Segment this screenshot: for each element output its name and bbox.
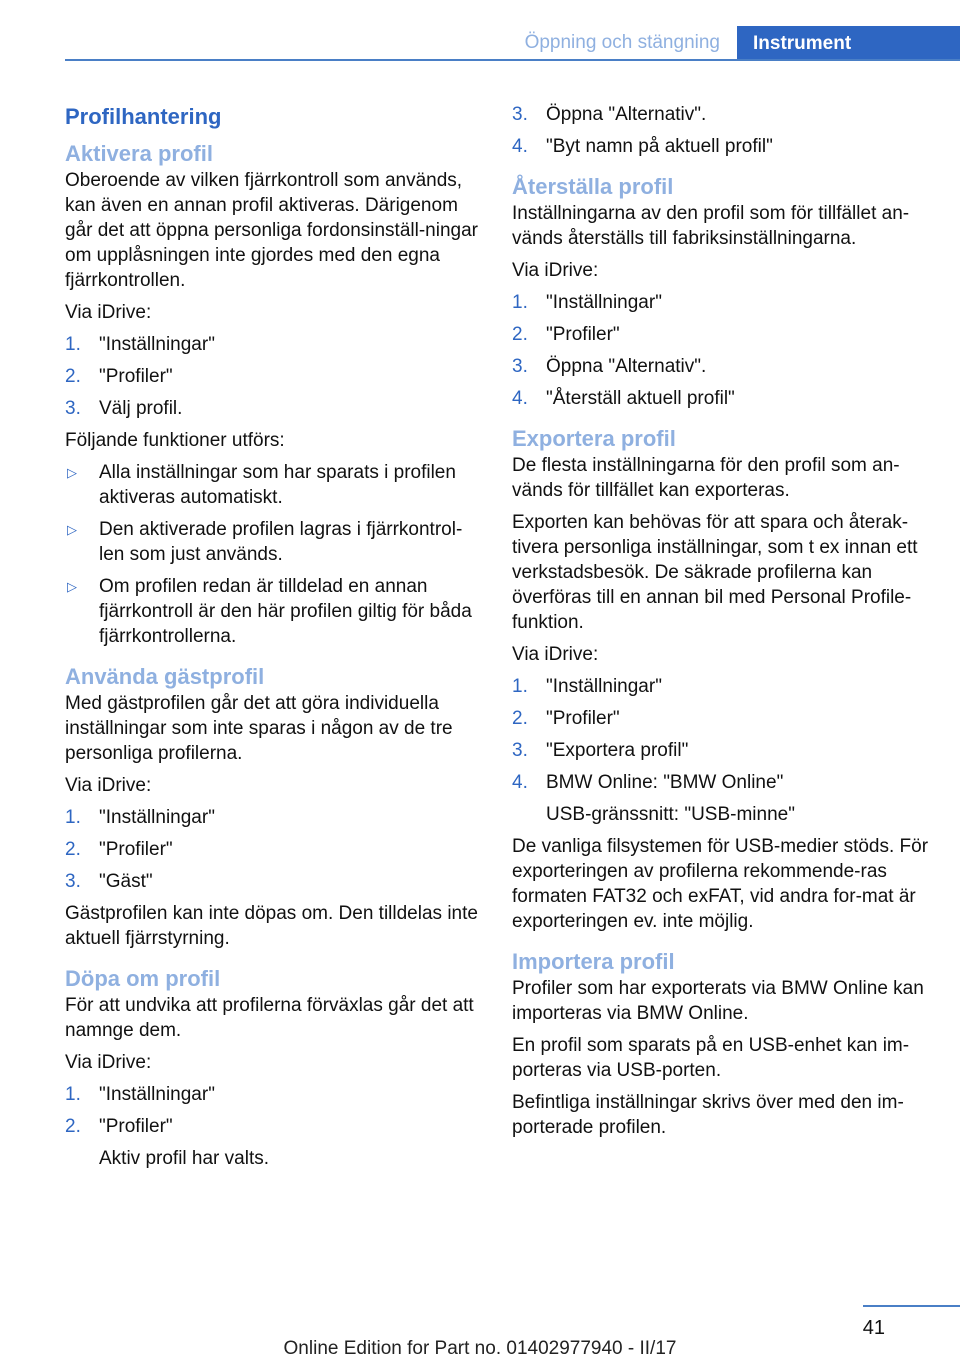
left-column [65, 96, 480, 1178]
page-title: Profilhantering [65, 104, 222, 129]
steps-list [65, 805, 480, 894]
paragraph: Oberoende av vilken fjärrkontroll som används, kan även en annan profil aktiveras. Därigenom går det att öppna personliga fordonsinställ-ningar om upplåsningen inte gjordes med den egna fjärrkontrollen. [65, 170, 478, 291]
paragraph: De flesta inställningarna för den profil som an-vänds för tillfället kan exporteras. [512, 455, 900, 501]
paragraph: En profil som sparats på en USB-enhet kan im-porteras via USB-porten. [512, 1035, 910, 1081]
paragraph: De vanliga filsystemen för USB-medier stöds. För exporteringen av profilerna rekommende-ras formaten FAT32 och exFAT, vid andra for-mat är exporteringen ev. inte möjlig. [512, 836, 929, 932]
via-idrive: Via iDrive: [65, 302, 152, 323]
heading-exportera-profil: Exportera profil [512, 426, 676, 451]
paragraph: För att undvika att profilerna förväxlas går det att namnge dem. [65, 995, 474, 1041]
list-item: 3. "Gäst" [65, 871, 153, 892]
steps-list [65, 1082, 480, 1171]
via-idrive: Via iDrive: [65, 775, 152, 796]
list-item: 3. Öppna "Alternativ". [512, 104, 707, 125]
header-chapter-tab: Instrument [737, 26, 960, 61]
list-item: 1. "Inställningar" [65, 1084, 215, 1105]
list-item: 1. "Inställningar" [65, 807, 215, 828]
list-item: 2. "Profiler" [512, 324, 620, 345]
list-item: 3. Öppna "Alternativ". [512, 356, 707, 377]
list-item: 2. "Profiler" Aktiv profil har valts. [65, 1116, 269, 1169]
paragraph: Profiler som har exporterats via BMW Online kan importeras via BMW Online. [512, 978, 924, 1024]
paragraph: Gästprofilen kan inte döpas om. Den tilldelas inte aktuell fjärrstyrning. [65, 903, 478, 949]
bullet-list [65, 460, 480, 649]
triangle-bullet-icon: ▷ [67, 579, 77, 594]
heading-anvanda-gastprofil: Använda gästprofil [65, 664, 265, 689]
page-number: 41 [862, 1317, 885, 1339]
steps-list [512, 674, 932, 827]
footer-edition: Online Edition for Part no. 01402977940 - II/17 [283, 1338, 677, 1359]
via-idrive: Via iDrive: [512, 644, 599, 665]
list-item: ▷ Alla inställningar som har sparats i profilen aktiveras automatiskt. [67, 462, 456, 508]
paragraph: Exporten kan behövas för att spara och återak-tivera personliga inställningar, som t ex innan ett verkstadsbesök. De säkrade profilerna kan överföras till en annan bil med Personal Profile-funktion. [512, 512, 918, 633]
list-item: 3. Välj profil. [65, 398, 183, 419]
list-item: 1. "Inställningar" [512, 676, 662, 697]
paragraph: Befintliga inställningar skrivs över med den im-porterade profilen. [512, 1092, 904, 1138]
list-item: 2. "Profiler" [65, 839, 173, 860]
list-item: 2. "Profiler" [512, 708, 620, 729]
steps-list [512, 290, 932, 411]
header-section-title: Öppning och stängning [524, 32, 720, 53]
header-rule [65, 59, 960, 61]
page-header [0, 0, 960, 62]
heading-dopa-om-profil: Döpa om profil [65, 966, 221, 991]
steps-list [512, 102, 932, 159]
footer-rule [863, 1305, 960, 1307]
list-item: 4. "Byt namn på aktuell profil" [512, 136, 773, 157]
steps-list [65, 332, 480, 421]
triangle-bullet-icon: ▷ [67, 465, 77, 480]
list-item: ▷ Om profilen redan är tilldelad en annan fjärrkontroll är den här profilen giltig för båda fjärrkontrollerna. [67, 576, 472, 647]
via-idrive: Via iDrive: [65, 1052, 152, 1073]
list-item: 2. "Profiler" [65, 366, 173, 387]
right-column [512, 96, 932, 1147]
list-item: 1. "Inställningar" [512, 292, 662, 313]
list-item: ▷ Den aktiverade profilen lagras i fjärrkontrol-len som just används. [67, 519, 463, 565]
list-item: 3. "Exportera profil" [512, 740, 689, 761]
list-item: 4. BMW Online: "BMW Online" USB-gränssnitt: "USB-minne" [512, 772, 795, 825]
heading-aterstalla-profil: Återställa profil [512, 174, 674, 199]
via-idrive: Via iDrive: [512, 260, 599, 281]
paragraph: Med gästprofilen går det att göra individuella inställningar som inte sparas i någon av de tre personliga profilerna. [65, 693, 453, 764]
triangle-bullet-icon: ▷ [67, 522, 77, 537]
paragraph: Inställningarna av den profil som för tillfället an-vänds återställs till fabriksinställningarna. [512, 203, 910, 249]
list-item: 1. "Inställningar" [65, 334, 215, 355]
heading-importera-profil: Importera profil [512, 949, 675, 974]
list-item: 4. "Återställ aktuell profil" [512, 388, 735, 409]
heading-aktivera-profil: Aktivera profil [65, 141, 213, 166]
paragraph: Följande funktioner utförs: [65, 430, 285, 451]
